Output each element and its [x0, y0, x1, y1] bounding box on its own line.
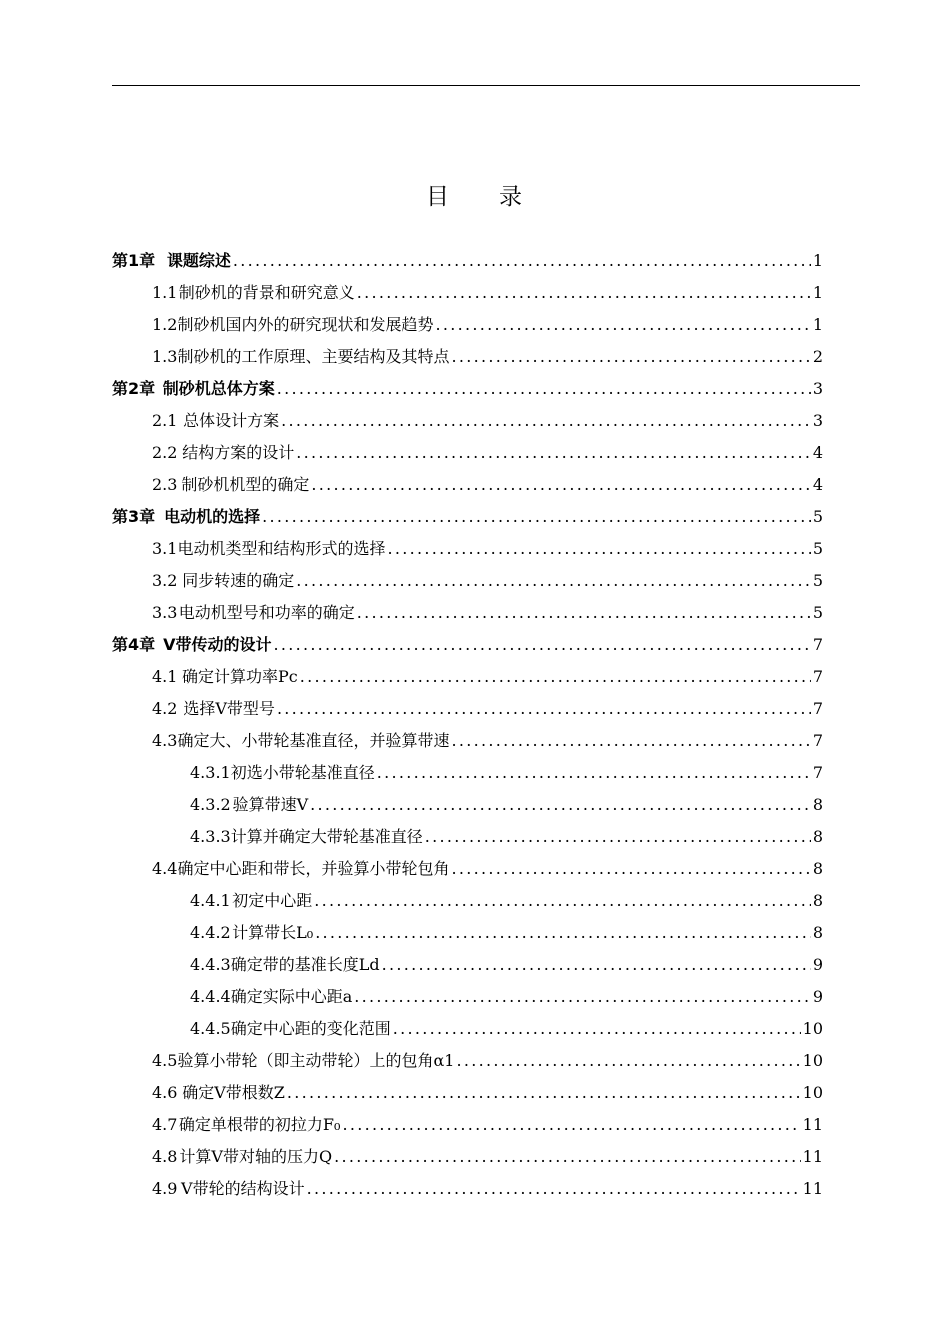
toc-entry-title: 确定中心距和带长，并验算小带轮包角 — [177, 859, 450, 878]
dot-leader — [275, 697, 811, 721]
toc-entry-page: 7 — [812, 699, 823, 718]
toc-entry-number: 4.4.4 — [190, 987, 231, 1006]
dot-leader — [423, 825, 811, 849]
toc-entry-title: 确定单根带的初拉力F₀ — [178, 1115, 341, 1134]
toc-entry-page: 8 — [812, 827, 823, 846]
dot-leader — [231, 249, 811, 273]
dot-leader — [340, 1113, 800, 1137]
toc-entry-page: 7 — [812, 763, 823, 782]
dot-leader — [355, 601, 811, 625]
toc-entry[interactable] — [190, 1017, 823, 1041]
toc-entry-page: 8 — [812, 923, 823, 942]
toc-entry-number: 1.1 — [152, 283, 178, 302]
toc-entry-page: 10 — [802, 1019, 823, 1038]
toc-entry[interactable] — [152, 345, 823, 369]
toc-entry-title: 确定中心距的变化范围 — [230, 1019, 391, 1038]
toc-entry[interactable] — [152, 1145, 823, 1169]
toc-entry-page: 10 — [802, 1051, 823, 1070]
toc-entry[interactable] — [190, 889, 823, 913]
toc-entry[interactable] — [190, 793, 823, 817]
toc-entry[interactable] — [152, 1177, 823, 1201]
toc-entry-page: 5 — [812, 603, 823, 622]
toc-entry-title: 计算并确定大带轮基准直径 — [230, 827, 423, 846]
toc-entry-number: 4.3.3 — [190, 827, 231, 846]
dot-leader — [433, 313, 810, 337]
toc-entry-page: 7 — [812, 667, 823, 686]
toc-entry[interactable] — [152, 697, 823, 721]
toc-entry-number: 4.5 — [152, 1051, 178, 1070]
toc-entry[interactable] — [152, 857, 823, 881]
dot-leader — [355, 281, 811, 305]
dot-leader — [380, 953, 811, 977]
dot-leader — [279, 409, 811, 433]
toc-entry-number: 4.4.2 — [190, 923, 231, 942]
toc-entry-page: 11 — [802, 1179, 823, 1198]
dot-leader — [449, 345, 810, 369]
toc-entry-title: 确定大、小带轮基准直径，并验算带速 — [177, 731, 450, 750]
dot-leader — [352, 985, 811, 1009]
toc-entry-page: 9 — [812, 987, 823, 1006]
toc-entry-number: 4.3.1 — [190, 763, 231, 782]
toc-entry-number: 4.9 — [152, 1179, 178, 1198]
toc-entry-page: 9 — [812, 955, 823, 974]
toc-entry-title: 验算小带轮（即主动带轮）上的包角α1 — [177, 1051, 455, 1070]
toc-entry-title: 总体设计方案 — [183, 411, 280, 430]
toc-entry[interactable] — [152, 569, 823, 593]
toc-entry-number: 1.2 — [152, 315, 178, 334]
toc-entry[interactable] — [152, 313, 823, 337]
toc-entry-title: 确定计算功率Pc — [182, 667, 298, 686]
toc-entry[interactable] — [112, 505, 823, 529]
dot-leader — [454, 1049, 800, 1073]
toc-entry-page: 1 — [812, 315, 823, 334]
toc-entry-title: 计算V带对轴的压力Q — [179, 1147, 333, 1166]
toc-entry-title: 选择V带型号 — [183, 699, 275, 718]
toc-entry-title: 确定V带根数Z — [182, 1083, 285, 1102]
toc-entry-number: 2.2 — [152, 443, 178, 462]
toc-entry-number: 3.1 — [152, 539, 178, 558]
dot-leader — [285, 1081, 801, 1105]
toc-entry-number: 4.3 — [152, 731, 178, 750]
toc-entry-title: 初定中心距 — [232, 891, 313, 910]
toc-entry-title: 制砂机国内外的研究现状和发展趋势 — [177, 315, 434, 334]
toc-entry-title: 确定带的基准长度Ld — [230, 955, 380, 974]
toc-entry-page: 4 — [812, 475, 823, 494]
toc-title-part2: 录 — [499, 184, 524, 210]
toc-entry-title: 制砂机机型的确定 — [181, 475, 310, 494]
toc-entry-number: 4.2 — [152, 699, 178, 718]
toc-entry[interactable] — [152, 409, 823, 433]
toc-entry-page: 2 — [812, 347, 823, 366]
toc-entry-number: 第4章 — [112, 635, 156, 654]
toc-entry[interactable] — [152, 665, 823, 689]
toc-entry-number: 4.8 — [152, 1147, 178, 1166]
dot-leader — [271, 633, 810, 657]
toc-entry-page: 11 — [802, 1147, 823, 1166]
toc-entry-page: 1 — [812, 251, 823, 270]
header-rule — [112, 85, 860, 86]
toc-entry-title: 课题综述 — [166, 251, 231, 270]
toc-entry-title: V带传动的设计 — [163, 635, 272, 654]
toc-entry[interactable] — [112, 249, 823, 273]
toc-entry-page: 11 — [802, 1115, 823, 1134]
toc-entry-page: 7 — [812, 635, 823, 654]
toc-entry-number: 4.4.5 — [190, 1019, 231, 1038]
dot-leader — [294, 569, 811, 593]
dot-leader — [260, 505, 811, 529]
toc-entry-page: 5 — [812, 539, 823, 558]
toc-entry-number: 2.1 — [152, 411, 178, 430]
toc-entry-page: 8 — [812, 795, 823, 814]
toc-title — [0, 178, 950, 211]
toc-entry-title: 制砂机总体方案 — [162, 379, 275, 398]
toc-entry[interactable] — [190, 953, 823, 977]
toc-entry-title: 验算带速V — [232, 795, 309, 814]
toc-entry[interactable] — [152, 1081, 823, 1105]
toc-entry-number: 4.4 — [152, 859, 178, 878]
dot-leader — [375, 761, 811, 785]
toc-entry-number: 第3章 — [112, 507, 156, 526]
toc-entry-page: 1 — [812, 283, 823, 302]
dot-leader — [308, 793, 811, 817]
toc-entry[interactable] — [152, 473, 823, 497]
toc-entry[interactable] — [152, 729, 823, 753]
toc-entry-number: 4.4.3 — [190, 955, 231, 974]
toc-entry-number: 4.6 — [152, 1083, 178, 1102]
dot-leader — [309, 473, 810, 497]
toc-entry-title: 确定实际中心距a — [230, 987, 353, 1006]
toc-entry[interactable] — [112, 633, 823, 657]
toc-entry-page: 8 — [812, 891, 823, 910]
dot-leader — [305, 1177, 801, 1201]
toc-entry[interactable] — [190, 761, 823, 785]
toc-entry-title: 制砂机的背景和研究意义 — [178, 283, 355, 302]
toc-entry-page: 8 — [812, 859, 823, 878]
dot-leader — [298, 665, 811, 689]
toc-entry[interactable] — [112, 377, 823, 401]
toc-entry-page: 3 — [812, 411, 823, 430]
toc-entry-number: 4.4.1 — [190, 891, 231, 910]
dot-leader — [275, 377, 811, 401]
dot-leader — [391, 1017, 801, 1041]
dot-leader — [312, 889, 811, 913]
toc-entry[interactable] — [152, 1113, 823, 1137]
toc-entry[interactable] — [190, 825, 823, 849]
dot-leader — [294, 441, 811, 465]
toc-entry-number: 第2章 — [112, 379, 156, 398]
toc-entry-page: 5 — [812, 507, 823, 526]
toc-entry[interactable] — [152, 441, 823, 465]
dot-leader — [385, 537, 810, 561]
toc-entry-title: 结构方案的设计 — [182, 443, 295, 462]
toc-entry-page: 10 — [802, 1083, 823, 1102]
toc-entry[interactable] — [190, 921, 823, 945]
toc-entry-number: 4.7 — [152, 1115, 178, 1134]
toc-entry-title: 制砂机的工作原理、主要结构及其特点 — [177, 347, 450, 366]
toc-entry[interactable] — [152, 601, 823, 625]
toc-entry-page: 7 — [812, 731, 823, 750]
toc-entry-title: 计算带长L₀ — [232, 923, 314, 942]
toc-entry-number: 2.3 — [152, 475, 178, 494]
toc-entry-title: 电动机型号和功率的确定 — [178, 603, 355, 622]
toc-entry-number: 第1章 — [112, 251, 156, 270]
toc-entry-title: 初选小带轮基准直径 — [230, 763, 375, 782]
toc-entry-page: 3 — [812, 379, 823, 398]
dot-leader — [449, 857, 810, 881]
toc-entry-page: 4 — [812, 443, 823, 462]
dot-leader — [449, 729, 810, 753]
toc-entry[interactable] — [152, 281, 823, 305]
toc-entry-title: 同步转速的确定 — [182, 571, 295, 590]
toc-entry[interactable] — [190, 985, 823, 1009]
toc-entry[interactable] — [152, 1049, 823, 1073]
toc-entry[interactable] — [152, 537, 823, 561]
toc-entry-number: 3.3 — [152, 603, 178, 622]
toc-entry-number: 1.3 — [152, 347, 178, 366]
dot-leader — [313, 921, 811, 945]
toc-entry-number: 3.2 — [152, 571, 178, 590]
toc-entry-title: V带轮的结构设计 — [181, 1179, 305, 1198]
toc-entry-page: 5 — [812, 571, 823, 590]
toc-entry-number: 4.1 — [152, 667, 178, 686]
toc-title-part1: 目 — [426, 184, 451, 210]
dot-leader — [332, 1145, 801, 1169]
toc-entry-title: 电动机的选择 — [164, 507, 261, 526]
toc-entry-number: 4.3.2 — [190, 795, 231, 814]
toc-entry-title: 电动机类型和结构形式的选择 — [177, 539, 386, 558]
